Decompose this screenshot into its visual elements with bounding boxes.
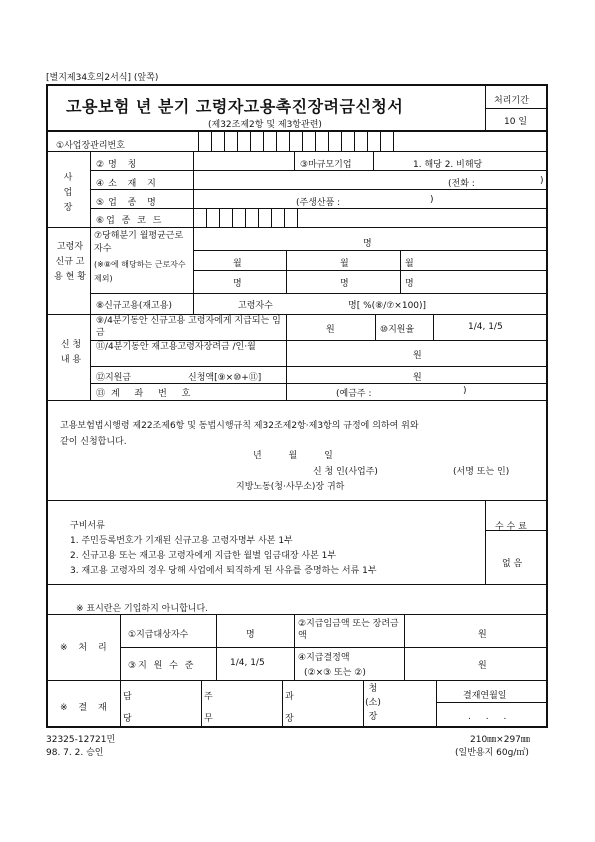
- address-label: ④소 재 지: [96, 179, 160, 189]
- product-label: (주생산품 :: [296, 198, 341, 208]
- form-header-note: [별지제34호의2서식] (앞쪽): [46, 73, 159, 83]
- elderly-count-label: 고령자수: [238, 301, 273, 311]
- target-count-unit: 명: [246, 630, 255, 640]
- fee-label: 수 수 료: [495, 522, 527, 532]
- footer-paper-size: 210㎜×297㎜: [470, 735, 530, 745]
- approval-col-manager: 주 무: [204, 692, 213, 724]
- workplace-group-label: 사 업 장: [63, 173, 73, 213]
- approval-date-value: . . .: [468, 712, 513, 722]
- support-rate-label: ⑩지원율: [380, 325, 415, 335]
- monthly-average-note: (※⑧에 해당하는 근로자수 제외): [94, 260, 186, 283]
- account-label: ⑬계 좌 번 호: [96, 389, 197, 399]
- monthly-average-label: ⑦당해분기 월평균근로자수: [94, 231, 184, 254]
- application-form: [46, 84, 548, 728]
- industry-code-label: ⑥업 종 코 드: [96, 216, 164, 226]
- document-item-3: 3. 재고용 고령자의 경우 당해 사업에서 퇴직하게 된 사유를 증명하는 서류 1부: [70, 566, 377, 576]
- processing-section-label: ※ 처 리: [60, 643, 111, 653]
- decided-amount-calc: (②×③ 또는 ②): [304, 668, 366, 678]
- approval-col-director: 청 (소) 장: [365, 684, 381, 722]
- approval-col-staff: 담 당: [123, 692, 132, 724]
- signature-label: (서명 또는 인): [453, 467, 510, 477]
- monthly-average-total-unit: 명: [363, 239, 372, 249]
- phone-close: ): [540, 176, 544, 186]
- quarter-wage-unit: 원: [326, 325, 335, 335]
- processing-period-value: 10 일: [504, 117, 528, 127]
- target-count-label: ①지급대상자수: [128, 630, 189, 640]
- document-item-2: 2. 신규고용 또는 재고용 고령자에게 지급한 월별 임금대장 사본 1부: [70, 551, 337, 561]
- support-standard-value: 1/4, 1/5: [230, 658, 265, 668]
- declaration-date: 년 월 일: [253, 451, 345, 461]
- elderly-group-label: 고령자 신규 고용 현 황: [54, 242, 86, 282]
- footer-paper-type: (일반용지 60g/㎡): [455, 748, 529, 758]
- fee-value: 없 음: [502, 559, 523, 569]
- document-item-1: 1. 주민등록번호가 기재된 신규고용 고령자명부 사본 1부: [70, 536, 293, 546]
- documents-title: 구비서류: [70, 521, 105, 531]
- form-title: 고용보험 년 분기 고령자고용촉진장려금신청서: [66, 97, 404, 116]
- wage-amount-label: ②지급임금액 또는 장려금액: [298, 619, 399, 641]
- decided-amount-unit: 원: [478, 661, 487, 671]
- payment-calc: 신청액[⑨×⑩+⑪]: [188, 373, 262, 383]
- footer-form-number: 32325-12721민: [46, 735, 116, 745]
- month-3-person-unit: 명: [405, 279, 414, 289]
- industry-label: ⑤업 종 명: [96, 198, 160, 208]
- account-holder-label: (예금주 :: [336, 389, 372, 399]
- support-rate-value[interactable]: 1/4, 1/5: [468, 322, 503, 332]
- declaration-line-2: 같이 신청합니다.: [60, 437, 127, 447]
- decided-amount-label: ④지급결정액: [298, 653, 350, 663]
- ratio-value: 명[ %(⑧/⑦×100)]: [348, 301, 427, 311]
- footer-approval-date: 98. 7. 2. 승인: [46, 748, 104, 758]
- product-close: ): [430, 195, 434, 205]
- account-holder-close: ): [463, 386, 467, 396]
- payment-label: ⑫지원금: [96, 373, 132, 383]
- approval-section-label: ※ 결 재: [60, 703, 111, 713]
- business-number-label: ①사업장관리번호: [56, 141, 125, 151]
- apply-group-label: 신 청 내 용: [60, 340, 82, 365]
- priority-label: ③마규모기업: [300, 160, 352, 170]
- new-hire-label: ⑧신규고용(재고용): [96, 301, 172, 311]
- month-1-person-unit: 명: [233, 279, 242, 289]
- phone-label: (전화 :: [448, 179, 475, 189]
- month-1-unit: 월: [233, 259, 242, 269]
- reemploy-subsidy-unit: 원: [413, 351, 422, 361]
- addressee: 지방노동(청·사무소)장 귀하: [236, 482, 345, 492]
- reemploy-subsidy-label: ⑪/4분기동안 재고용고령자장려금 /인·월: [96, 342, 256, 352]
- form-subtitle: (제32조제2항 및 제3항관련): [208, 120, 322, 130]
- quarter-wage-label: ⑨/4분기동안 신규고용 고령자에게 지급되는 임금: [96, 316, 281, 338]
- payment-unit: 원: [413, 373, 422, 383]
- wage-amount-unit: 원: [478, 630, 487, 640]
- month-3-unit: 월: [405, 259, 414, 269]
- approval-col-chief: 과 장: [285, 692, 294, 724]
- support-standard-label: ③지 원 수 준: [128, 661, 196, 671]
- applicant-label: 신 청 인(사업주): [313, 467, 378, 477]
- priority-options[interactable]: 1. 해당 2. 비해당: [413, 160, 483, 170]
- month-2-person-unit: 명: [340, 279, 349, 289]
- office-use-note: ※ 표시란은 기입하지 아니합니다.: [76, 604, 209, 614]
- processing-period-label: 처리기간: [494, 96, 529, 106]
- approval-date-label: 결재연월일: [463, 691, 507, 701]
- month-2-unit: 월: [340, 259, 349, 269]
- business-name-label: ②명 칭: [96, 160, 141, 170]
- declaration-line-1: 고용보험법시행령 제22조제6항 및 동법시행규칙 제32조제2항·제3항의 규정에 의하여 위와: [60, 421, 419, 431]
